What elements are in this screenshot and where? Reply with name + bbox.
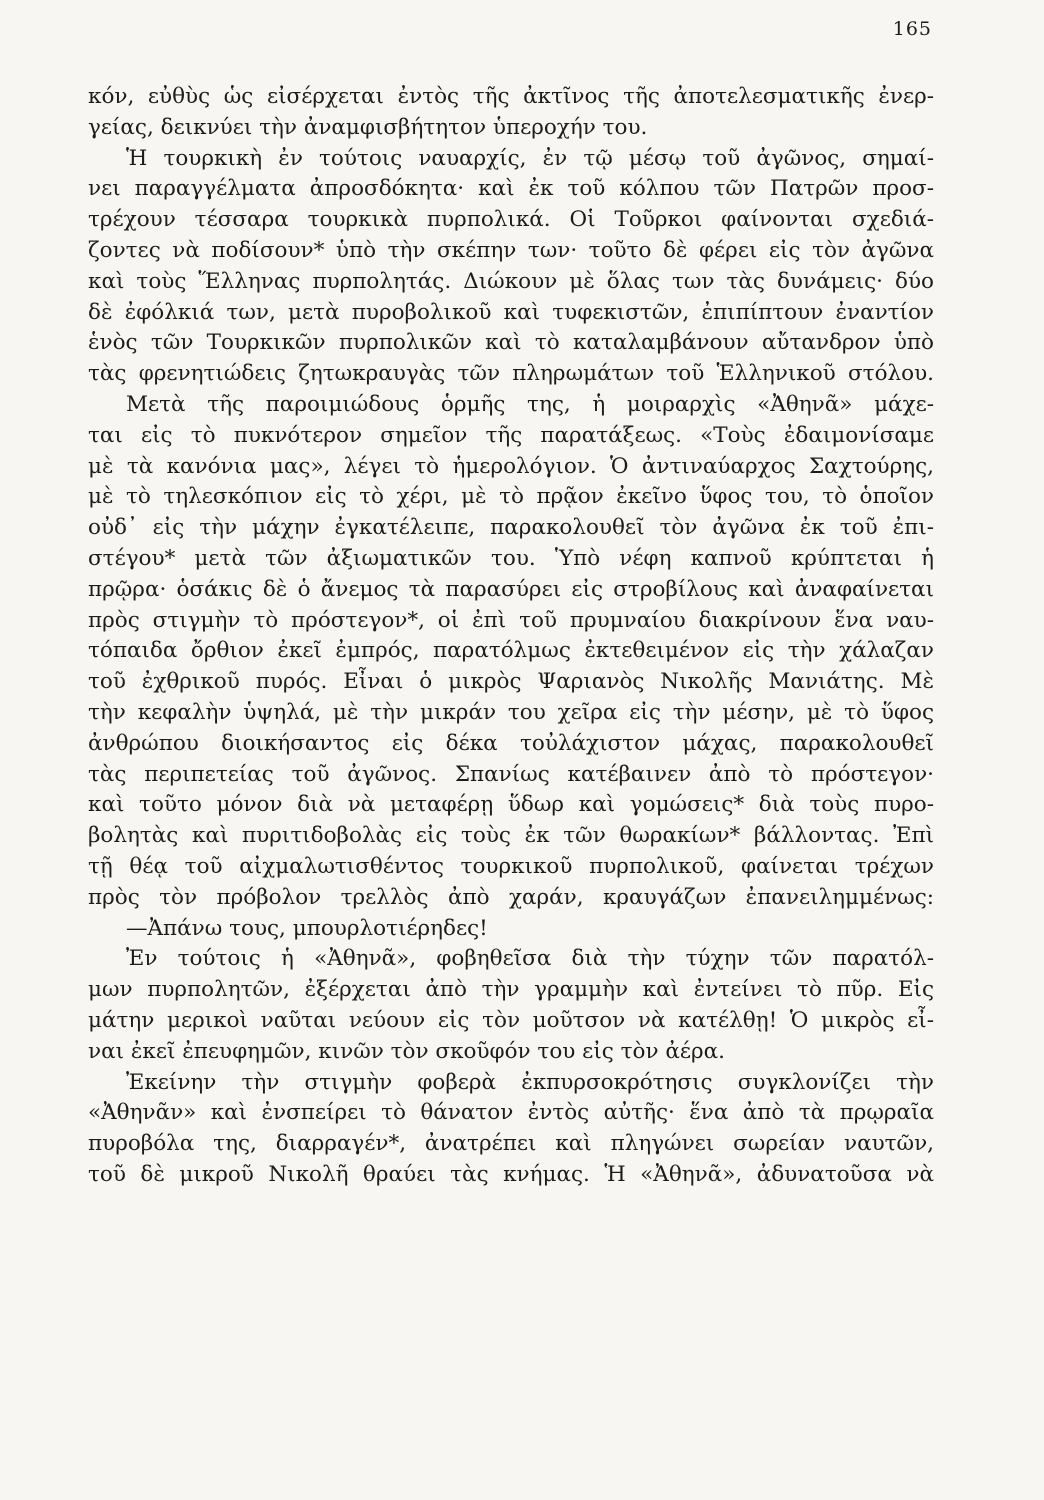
text-line: δὲ ἐφόλκιά των, μετὰ πυροβολικοῦ καὶ τυφεκιστῶν, ἐπιπίπτουν ἐναντίον — [88, 299, 934, 325]
text-line: Ἐν τούτοις ἡ «Ἀθηνᾶ», φοβηθεῖσα διὰ τὴν τύχην τῶν παρατόλ- — [126, 946, 934, 972]
text-line: ναι ἐκεῖ ἐπευφημῶν, κινῶν τὸν σκοῦφόν του εἰς τὸν ἀέρα. — [88, 1038, 726, 1064]
text-line: Ἡ τουρκικὴ ἐν τούτοις ναυαρχίς, ἐν τῷ μέσῳ τοῦ ἀγῶνος, σημαί- — [126, 145, 934, 171]
text-line: τοῦ δὲ μικροῦ Νικολῆ θραύει τὰς κνήμας. Ἡ «Ἀθηνᾶ», ἀδυνατοῦσα νὰ — [88, 1161, 934, 1187]
text-line: τῇ θέᾳ τοῦ αἰχμαλωτισθέντος τουρκικοῦ πυρπολικοῦ, φαίνεται τρέχων — [88, 853, 934, 879]
text-line: βολητὰς καὶ πυριτιδοβολὰς εἰς τοὺς ἐκ τῶν θωρακίων* βάλλοντας. Ἐπὶ — [88, 823, 934, 849]
text-line: Μετὰ τῆς παροιμιώδους ὁρμῆς της, ἡ μοιραρχὶς «Ἀθηνᾶ» μάχε- — [126, 391, 934, 417]
text-line: Ἐκείνην τὴν στιγμὴν φοβερὰ ἐκπυρσοκρότησις συγκλονίζει τὴν — [126, 1069, 934, 1095]
text-line: νει παραγγέλματα ἀπροσδόκητα· καὶ ἐκ τοῦ κόλπου τῶν Πατρῶν προσ- — [88, 176, 934, 202]
text-line: πρὸς τὸν πρόβολον τρελλὸς ἀπὸ χαράν, κραυγάζων ἐπανειλημμένως: — [88, 884, 934, 910]
text-line: μάτην μερικοὶ ναῦται νεύουν εἰς τὸν μοῦτσον νὰ κατέλθῃ! Ὁ μικρὸς εἶ- — [88, 1007, 934, 1033]
text-line: μων πυρπολητῶν, ἐξέρχεται ἀπὸ τὴν γραμμὴν καὶ ἐντείνει τὸ πῦρ. Εἰς — [88, 977, 934, 1003]
text-line: πρῷρα· ὁσάκις δὲ ὁ ἄνεμος τὰ παρασύρει εἰς στροβίλους καὶ ἀναφαίνεται — [88, 576, 934, 602]
text-line: τοῦ ἐχθρικοῦ πυρός. Εἶναι ὁ μικρὸς Ψαριανὸς Νικολῆς Μανιάτης. Μὲ — [88, 669, 934, 695]
text-line: πρὸς στιγμὴν τὸ πρόστεγον*, οἱ ἐπὶ τοῦ πρυμναίου διακρίνουν ἕνα ναυ- — [88, 607, 934, 633]
text-line: μὲ τὰ κανόνια μας», λέγει τὸ ἡμερολόγιον. Ὁ ἀντιναύαρχος Σαχτούρης, — [88, 453, 934, 479]
text-line: καὶ τοῦτο μόνον διὰ νὰ μεταφέρῃ ὕδωρ καὶ γομώσεις* διὰ τοὺς πυρο- — [88, 792, 934, 818]
text-line: οὐδ᾿ εἰς τὴν μάχην ἐγκατέλειπε, παρακολουθεῖ τὸν ἀγῶνα ἐκ τοῦ ἐπι- — [88, 515, 934, 541]
text-line: γείας, δεικνύει τὴν ἀναμφισβήτητον ὑπεροχήν του. — [88, 114, 648, 140]
text-line: στέγου* μετὰ τῶν ἀξιωματικῶν του. Ὑπὸ νέφη καπνοῦ κρύπτεται ἡ — [88, 545, 934, 571]
text-line: —Ἀπάνω τους, μπουρλοτιέρηδες! — [126, 915, 488, 941]
text-line: πυροβόλα της, διαρραγέν*, ἀνατρέπει καὶ πληγώνει σωρείαν ναυτῶν, — [88, 1131, 934, 1157]
text-line: τὰς περιπετείας τοῦ ἀγῶνος. Σπανίως κατέβαινεν ἀπὸ τὸ πρόστεγον· — [88, 761, 934, 787]
text-line: ἑνὸς τῶν Τουρκικῶν πυρπολικῶν καὶ τὸ καταλαμβάνουν αὔτανδρον ὑπὸ — [88, 330, 934, 356]
text-line: ζοντες νὰ ποδίσουν* ὑπὸ τὴν σκέπην των· τοῦτο δὲ φέρει εἰς τὸν ἀγῶνα — [88, 237, 934, 263]
text-line: τὴν κεφαλὴν ὑψηλά, μὲ τὴν μικράν του χεῖρα εἰς τὴν μέσην, μὲ τὸ ὕφος — [88, 699, 934, 725]
text-line: τὰς φρενητιώδεις ζητωκραυγὰς τῶν πληρωμάτων τοῦ Ἑλληνικοῦ στόλου. — [88, 361, 934, 387]
page-number: 165 — [892, 18, 932, 40]
text-line: τρέχουν τέσσαρα τουρκικὰ πυρπολικά. Οἱ Τοῦρκοι φαίνονται σχεδιά- — [88, 207, 934, 233]
text-line: ται εἰς τὸ πυκνότερον σημεῖον τῆς παρατάξεως. «Τοὺς ἐδαιμονίσαμε — [88, 422, 934, 448]
text-line: τόπαιδα ὄρθιον ἐκεῖ ἐμπρός, παρατόλμως ἐκτεθειμένον εἰς τὴν χάλαζαν — [88, 638, 934, 664]
text-line: ἀνθρώπου διοικήσαντος εἰς δέκα τοὐλάχιστον μάχας, παρακολουθεῖ — [88, 730, 934, 756]
text-line: μὲ τὸ τηλεσκόπιον εἰς τὸ χέρι, μὲ τὸ πρᾷον ἐκεῖνο ὕφος του, τὸ ὁποῖον — [88, 484, 934, 510]
text-line: «Ἀθηνᾶν» καὶ ἐνσπείρει τὸ θάνατον ἐντὸς αὐτῆς· ἕνα ἀπὸ τὰ πρῳραῖα — [88, 1100, 934, 1126]
text-line: κόν, εὐθὺς ὡς εἰσέρχεται ἐντὸς τῆς ἀκτῖνος τῆς ἀποτελεσματικῆς ἐνερ- — [88, 84, 934, 109]
body-text — [88, 82, 934, 1191]
text-line: καὶ τοὺς Ἕλληνας πυρπολητάς. Διώκουν μὲ ὅλας των τὰς δυνάμεις· δύο — [88, 268, 934, 294]
